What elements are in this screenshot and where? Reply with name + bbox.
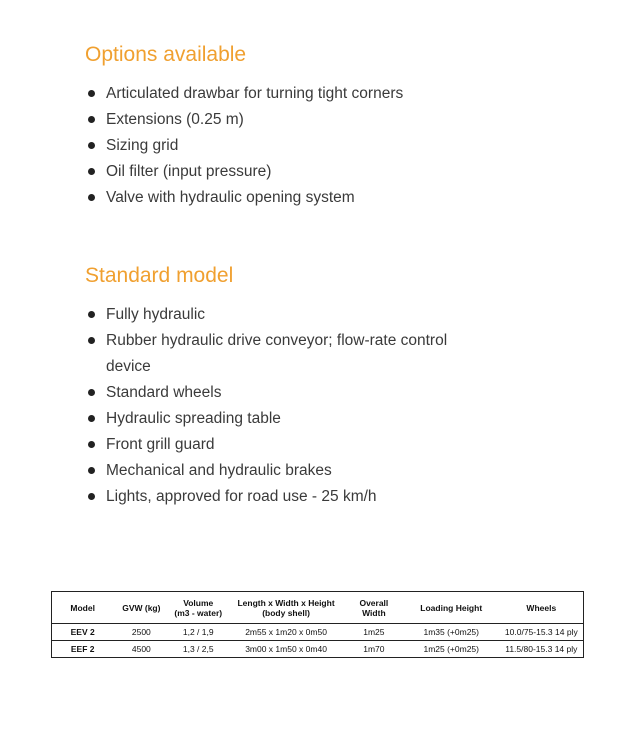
- header-loading-height: Loading Height: [403, 592, 500, 624]
- list-item-text: Extensions (0.25 m): [106, 111, 244, 128]
- list-item-text: Rubber hydraulic drive conveyor; flow-rate control device: [106, 332, 448, 375]
- list-item: [86, 484, 466, 510]
- list-item: [86, 432, 466, 458]
- list-item-text: Oil filter (input pressure): [106, 163, 272, 180]
- list-item-text: Hydraulic spreading table: [106, 410, 281, 427]
- bullet-icon: [88, 116, 95, 123]
- header-wheels: Wheels: [500, 592, 584, 624]
- options-heading: Options available: [85, 43, 247, 66]
- header-volume: Volume (m3 - water): [169, 592, 227, 624]
- bullet-icon: [88, 337, 95, 344]
- list-item: [86, 328, 466, 380]
- list-item: [86, 81, 466, 107]
- list-item-text: Mechanical and hydraulic brakes: [106, 462, 332, 479]
- table-row: [52, 641, 584, 658]
- bullet-icon: [88, 493, 95, 500]
- bullet-icon: [88, 441, 95, 448]
- standard-model-heading: Standard model: [85, 264, 234, 287]
- list-item-text: Valve with hydraulic opening system: [106, 189, 355, 206]
- cell-model: EEV 2: [70, 627, 95, 637]
- bullet-icon: [88, 389, 95, 396]
- cell-loading-height: 1m25 (+0m25): [403, 641, 500, 658]
- bullet-icon: [88, 415, 95, 422]
- list-item-text: Articulated drawbar for turning tight corners: [106, 85, 404, 102]
- list-item: [86, 159, 466, 185]
- cell-overall-width: 1m70: [345, 641, 403, 658]
- list-item-text: Sizing grid: [106, 137, 179, 154]
- standard-model-list: [86, 302, 466, 510]
- bullet-icon: [88, 467, 95, 474]
- list-item: [86, 380, 466, 406]
- cell-gvw: 2500: [131, 627, 151, 637]
- cell-model: EEF 2: [52, 641, 114, 658]
- header-gvw: GVW (kg): [113, 592, 169, 624]
- bullet-icon: [88, 90, 95, 97]
- cell-wheels: 10.0/75-15.3 14 ply: [504, 627, 578, 637]
- specifications-table: [51, 591, 584, 658]
- cell-gvw: 4500: [113, 641, 169, 658]
- header-overall-width: Overall Width: [345, 592, 403, 624]
- list-item: [86, 458, 466, 484]
- list-item: [86, 406, 466, 432]
- header-dimensions: Length x Width x Height (body shell): [227, 592, 345, 624]
- bullet-icon: [88, 168, 95, 175]
- cell-volume: 1,2 / 1,9: [182, 627, 214, 637]
- bullet-icon: [88, 142, 95, 149]
- cell-dimensions: 3m00 x 1m50 x 0m40: [227, 641, 345, 658]
- list-item-text: Standard wheels: [106, 384, 222, 401]
- cell-volume: 1,3 / 2,5: [169, 641, 227, 658]
- list-item-text: Lights, approved for road use - 25 km/h: [106, 488, 377, 505]
- table-row: [52, 624, 584, 641]
- cell-overall-width: 1m25: [363, 627, 385, 637]
- list-item: [86, 302, 466, 328]
- table-header-row: [52, 592, 584, 624]
- list-item: [86, 107, 466, 133]
- header-model: Model: [52, 592, 114, 624]
- cell-loading-height: 1m35 (+0m25): [423, 627, 479, 637]
- bullet-icon: [88, 311, 95, 318]
- cell-dimensions: 2m55 x 1m20 x 0m50: [245, 627, 327, 637]
- list-item-text: Fully hydraulic: [106, 306, 206, 323]
- options-list: [86, 81, 466, 211]
- list-item: [86, 133, 466, 159]
- cell-wheels: 11.5/80-15.3 14 ply: [500, 641, 584, 658]
- list-item-text: Front grill guard: [106, 436, 215, 453]
- list-item: [86, 185, 466, 211]
- bullet-icon: [88, 194, 95, 201]
